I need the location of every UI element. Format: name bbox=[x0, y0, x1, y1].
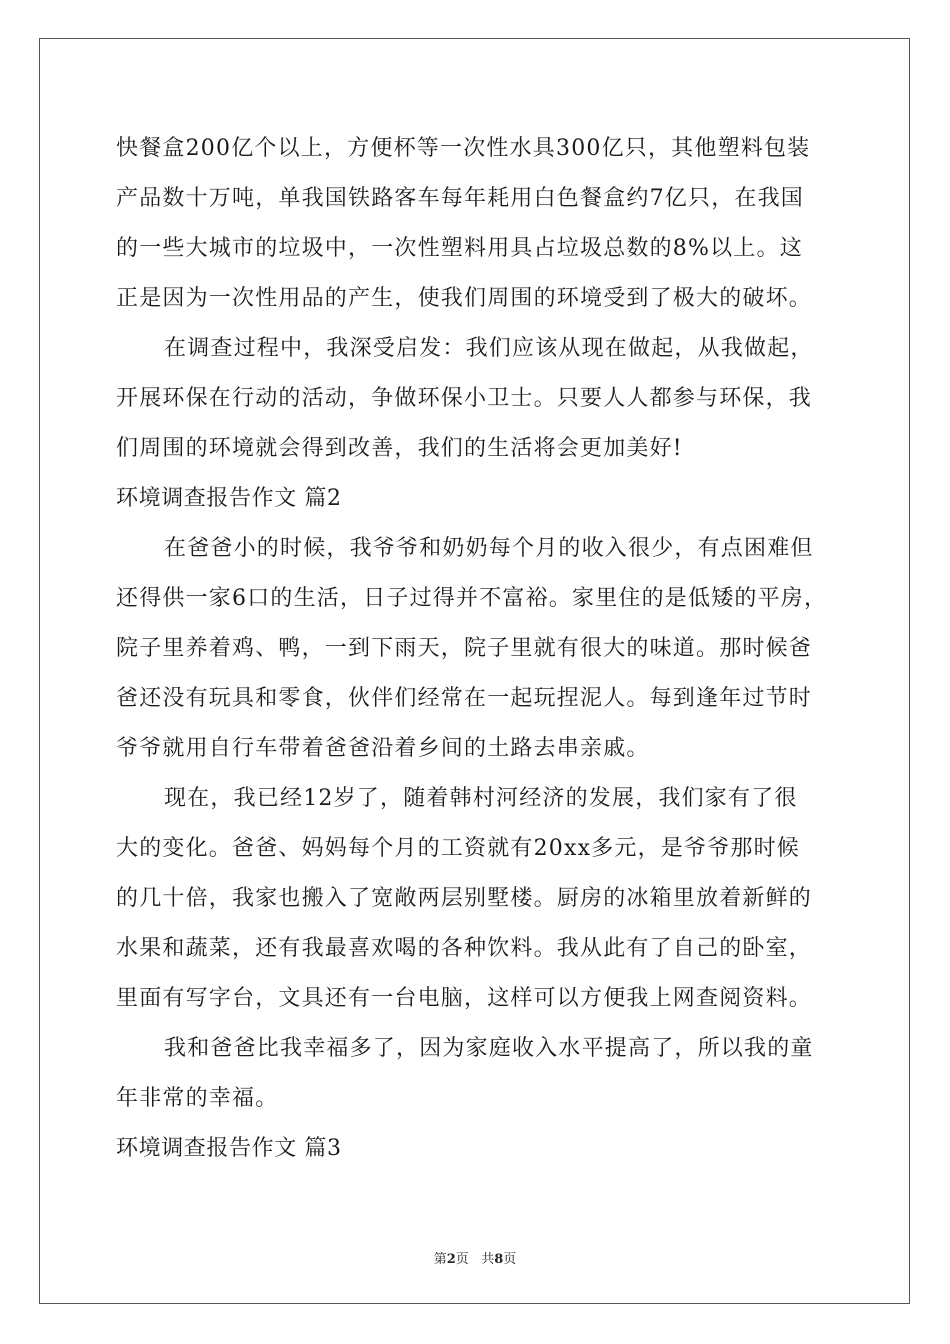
footer-page-suffix: 页 bbox=[455, 1252, 469, 1267]
text-line: 年非常的幸福。 bbox=[116, 1086, 279, 1111]
text-line: 水果和蔬菜，还有我最喜欢喝的各种饮料。我从此有了自己的卧室， bbox=[116, 936, 813, 961]
text-line: 在爸爸小的时候，我爷爷和奶奶每个月的收入很少，有点困难但 bbox=[164, 536, 814, 561]
page-footer bbox=[0, 1248, 950, 1267]
document-body bbox=[116, 124, 836, 1174]
text-line: 院子里养着鸡、鸭，一到下雨天，院子里就有很大的味道。那时候爸 bbox=[116, 636, 813, 661]
text-line: 爷爷就用自行车带着爸爸沿着乡间的土路去串亲戚。 bbox=[116, 736, 650, 761]
section-heading: 环境调查报告作文 篇3 bbox=[116, 1136, 342, 1161]
text-line: 产品数十万吨，单我国铁路客车每年耗用白色餐盒约7亿只，在我国 bbox=[116, 186, 804, 211]
text-line: 的几十倍，我家也搬入了宽敞两层别墅楼。厨房的冰箱里放着新鲜的 bbox=[116, 886, 813, 911]
footer-total-pages: 8 bbox=[494, 1252, 504, 1267]
text-line: 还得供一家6口的生活，日子过得并不富裕。家里住的是低矮的平房， bbox=[116, 586, 828, 611]
footer-page-number: 2 bbox=[446, 1252, 456, 1267]
text-line: 正是因为一次性用品的产生，使我们周围的环境受到了极大的破坏。 bbox=[116, 286, 813, 311]
text-line: 爸还没有玩具和零食，伙伴们经常在一起玩捏泥人。每到逢年过节时 bbox=[116, 686, 813, 711]
text-line: 里面有写字台，文具还有一台电脑，这样可以方便我上网查阅资料。 bbox=[116, 986, 813, 1011]
text-line: 的一些大城市的垃圾中，一次性塑料用具占垃圾总数的8%以上。这 bbox=[116, 236, 803, 261]
footer-total-suffix: 页 bbox=[503, 1252, 517, 1267]
text-line: 开展环保在行动的活动，争做环保小卫士。只要人人都参与环保，我 bbox=[116, 386, 813, 411]
text-line: 我和爸爸比我幸福多了，因为家庭收入水平提高了，所以我的童 bbox=[164, 1036, 814, 1061]
text-line: 在调查过程中，我深受启发：我们应该从现在做起，从我做起， bbox=[164, 336, 814, 361]
text-line: 现在，我已经12岁了，随着韩村河经济的发展，我们家有了很 bbox=[164, 786, 798, 811]
text-line: 大的变化。爸爸、妈妈每个月的工资就有20xx多元，是爷爷那时候 bbox=[116, 836, 801, 861]
text-line: 快餐盒200亿个以上，方便杯等一次性水具300亿只，其他塑料包装 bbox=[116, 136, 811, 161]
footer-total-prefix: 共 bbox=[481, 1252, 495, 1267]
footer-prefix: 第 bbox=[433, 1252, 447, 1267]
section-heading: 环境调查报告作文 篇2 bbox=[116, 486, 342, 511]
text-line: 们周围的环境就会得到改善，我们的生活将会更加美好! bbox=[116, 436, 683, 461]
